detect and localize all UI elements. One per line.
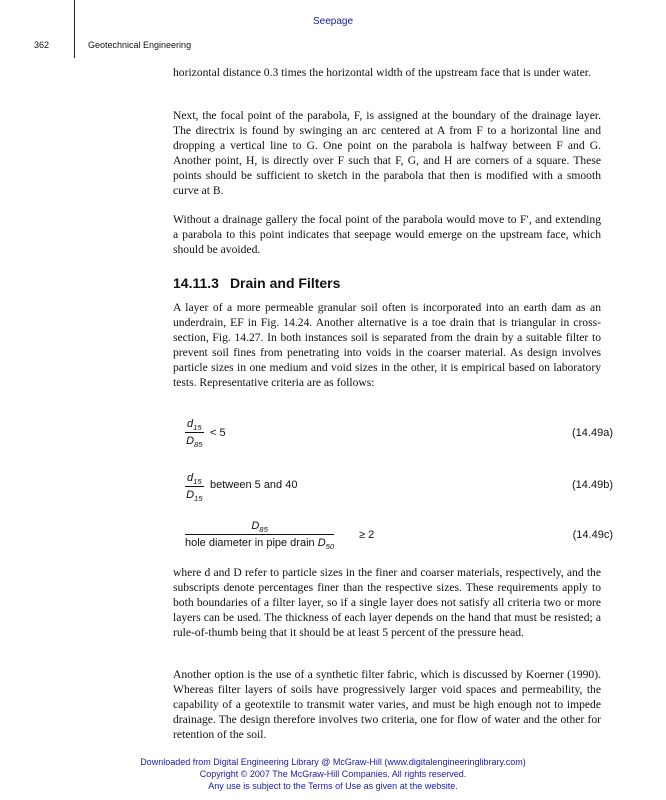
paragraph-3: Without a drainage gallery the focal point of the parabola would move to F′, and extending a parabola to this point indicates that seepage would emerge on the upstream face, which should be avoided. (173, 213, 601, 257)
equation-b-relation: between 5 and 40 (210, 479, 298, 491)
equation-c-label: (14.49c) (572, 529, 613, 541)
section-number: 14.11.3 (173, 275, 219, 291)
equation-a-label: (14.49a) (572, 427, 613, 439)
footer-terms-link[interactable]: Any use is subject to the Terms of Use as given at the website. (208, 781, 458, 791)
paragraph-5: where d and D refer to particle sizes in the finer and coarser materials, respectively, and the subscripts denote percentages finer than the respective sizes. These requirements apply to both boundaries of a filter layer, so if a single layer does not satisfy all criteria two or more layers can be used. The thickness of each layer depends on the hand that must be resisted; a rule-of-thumb being that it should be at least 5 percent of the pressure head. (173, 566, 601, 640)
equation-c-relation: ≥ 2 (359, 529, 375, 541)
page-number: 362 (34, 40, 50, 50)
equation-14-49b: $\frac{d_{15}}{D_{15}}$ between 5 and 40 (14.49b) (186, 472, 613, 504)
book-title: Geotechnical Engineering (88, 40, 192, 50)
equation-a-relation: < 5 (210, 427, 226, 439)
section-title: Drain and Filters (229, 275, 341, 291)
running-head: Seepage (312, 16, 354, 27)
header-divider (74, 0, 75, 58)
footer-download-link[interactable]: Downloaded from Digital Engineering Library @ McGraw-Hill (www.digitalengineeringlibrary.com) (140, 757, 526, 767)
equation-b-label: (14.49b) (572, 479, 613, 491)
equation-14-49c: $D_{85}$ hole diameter in pipe drain $D_{50}$ ≥ 2 (14.49c) (185, 520, 613, 552)
footer-copyright: Copyright © 2007 The McGraw-Hill Companies. All rights reserved. (199, 769, 467, 779)
section-heading (173, 275, 340, 291)
paragraph-6: Another option is the use of a synthetic filter fabric, which is discussed by Koerner (1990). Whereas filter layers of soils have progressively larger void spaces and permeability, the capability of a geotextile to transmit water varies, and must be high enough not to impede drainage. The design therefore involves two criteria, one for flow of water and the other for retention of the soil. (173, 668, 601, 742)
paragraph-4: A layer of a more permeable granular soil often is incorporated into an earth dam as an underdrain, EF in Fig. 14.24. Another alternative is a toe drain that is triangular in cross-section, Fig. 14.27. In both instances soil is separated from the drain by a suitable filter to prevent soil fines from penetrating into voids in the coarser material. As design involves particle sizes in one medium and void sizes in the other, it is empirical based on laboratory tests. Representative criteria are as follows: (173, 301, 601, 390)
equation-14-49a: $\frac{d_{15}}{D_{85}}$ < 5 (14.49a) (186, 418, 613, 450)
paragraph-2: Next, the focal point of the parabola, F, is assigned at the boundary of the drainage layer. The directrix is found by swinging an arc centered at A from F to a horizontal line and dropping a vertical line to G. One point on the parabola is halfway between F and G. Another point, H, is directly over F such that F, G, and H are corners of a square. These points should be sufficient to sketch in the parabola that then is modified with a smooth curve at B. (173, 109, 601, 198)
paragraph-1: horizontal distance 0.3 times the horizontal width of the upstream face that is under water. (173, 66, 591, 79)
